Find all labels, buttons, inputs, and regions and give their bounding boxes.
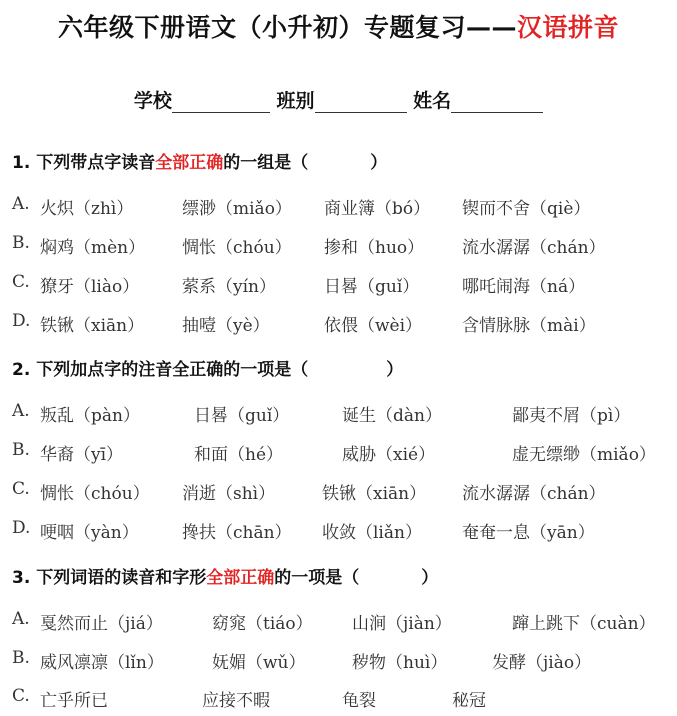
option-item: 应接不暇 (202, 691, 270, 711)
option-label: C. (12, 479, 30, 499)
option-item: 龟裂 (342, 691, 376, 711)
title-main: 六年级下册语文（小升初）专题复习—— (57, 13, 517, 42)
option-label: B. (12, 440, 30, 460)
school-blank[interactable] (172, 92, 270, 113)
question-paren-close: ） (386, 360, 404, 380)
question-paren-close: ） (370, 153, 388, 173)
option-item: 收敛（liǎn） (322, 523, 422, 543)
class-blank[interactable] (315, 92, 407, 113)
option-label: D. (12, 311, 31, 331)
class-label: 班别 (276, 90, 315, 112)
question-1 (12, 148, 387, 173)
name-label: 姓名 (413, 90, 452, 112)
option-item: 奄奄一息（yān） (462, 523, 595, 543)
option-item: 虚无缥缈（miǎo） (512, 445, 656, 465)
document-title (0, 8, 677, 44)
question-number: 1. (12, 153, 31, 173)
question-paren-close: ） (421, 568, 439, 588)
option-item: 流水潺潺（chán） (462, 484, 606, 504)
question-number: 3. (12, 568, 31, 588)
student-info-line (0, 86, 677, 113)
option-item: 惆怅（chóu） (40, 484, 150, 504)
option-item: 窈窕（tiáo） (212, 614, 313, 634)
option-item: 亡乎所已 (40, 691, 108, 711)
option-label: A. (12, 194, 30, 214)
question-text: 下列带点字读音 (36, 153, 156, 173)
option-item: 威胁（xié） (342, 445, 436, 465)
option-label: C. (12, 686, 30, 706)
option-label: B. (12, 233, 30, 253)
option-item: 含情脉脉（mài） (462, 316, 596, 336)
option-item: 秽物（huì） (352, 653, 448, 673)
option-item: 抽噎（yè） (182, 316, 270, 336)
question-text-suffix: 的一组是（ (223, 153, 309, 173)
option-label: B. (12, 648, 30, 668)
option-item: 萦系（yín） (182, 277, 276, 297)
question-2 (12, 355, 403, 380)
option-item: 诞生（dàn） (342, 406, 442, 426)
option-item: 叛乱（pàn） (40, 406, 140, 426)
option-item: 铁锹（xiān） (322, 484, 427, 504)
question-highlight: 全部正确 (206, 568, 275, 588)
question-text: 下列加点字的注音全正确的一项是（ (36, 360, 309, 380)
option-item: 日晷（guǐ） (324, 277, 420, 297)
option-item: 惆怅（chóu） (182, 238, 292, 258)
option-item: 戛然而止（jiá） (40, 614, 163, 634)
option-item: 火炽（zhì） (40, 199, 134, 219)
option-item: 妩媚（wǔ） (212, 653, 306, 673)
option-item: 哽咽（yàn） (40, 523, 139, 543)
option-item: 焖鸡（mèn） (40, 238, 146, 258)
question-3 (12, 563, 438, 588)
option-label: D. (12, 518, 31, 538)
option-item: 流水潺潺（chán） (462, 238, 606, 258)
option-item: 蹿上跳下（cuàn） (512, 614, 656, 634)
option-item: 威风凛凛（lǐn） (40, 653, 164, 673)
option-label: A. (12, 609, 30, 629)
option-item: 和面（hé） (194, 445, 284, 465)
option-item: 华裔（yī） (40, 445, 124, 465)
option-item: 发酵（jiào） (492, 653, 592, 673)
option-item: 秘冠 (452, 691, 486, 711)
option-label: A. (12, 401, 30, 421)
option-item: 掺和（huo） (324, 238, 425, 258)
question-highlight: 全部正确 (155, 153, 224, 173)
option-item: 商业簿（bó） (324, 199, 431, 219)
question-number: 2. (12, 360, 31, 380)
question-text-suffix: 的一项是（ (274, 568, 360, 588)
question-text: 下列词语的读音和字形 (36, 568, 207, 588)
option-item: 锲而不舍（qiè） (462, 199, 591, 219)
option-item: 獠牙（liào） (40, 277, 140, 297)
option-item: 铁锹（xiān） (40, 316, 145, 336)
option-label: C. (12, 272, 30, 292)
option-item: 哪吒闹海（ná） (462, 277, 586, 297)
option-item: 依偎（wèi） (324, 316, 423, 336)
option-item: 日晷（guǐ） (194, 406, 290, 426)
school-label: 学校 (133, 90, 172, 112)
option-item: 搀扶（chān） (182, 523, 292, 543)
option-item: 鄙夷不屑（pì） (512, 406, 631, 426)
name-blank[interactable] (451, 92, 543, 113)
option-item: 缥渺（miǎo） (182, 199, 292, 219)
option-item: 山涧（jiàn） (352, 614, 452, 634)
option-item: 消逝（shì） (182, 484, 276, 504)
title-highlight: 汉语拼音 (517, 13, 620, 42)
